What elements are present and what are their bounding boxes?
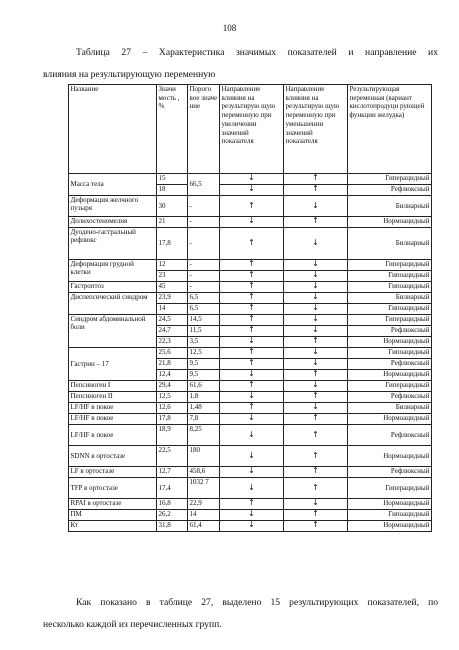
table-row [69,414,432,425]
header-result: Результирующая переменная (вариант кислотопродуци рующей функции желудка) [348,85,432,174]
row-result: Нормоацидный [348,370,432,381]
row-result: Гипоацидный [348,510,432,521]
row-name: LF/HF в покое [69,403,157,414]
arrow-icon: ↑ [284,521,348,532]
row-threshold: 22,9 [188,499,220,510]
arrow-icon: ↓ [284,326,348,337]
arrow-icon: ↓ [284,271,348,282]
arrow-icon: ↑ [220,381,284,392]
row-value: 25,6 [157,348,188,359]
row-name: Кт [69,521,157,532]
row-value: 16,8 [157,499,188,510]
table-caption [43,42,438,86]
row-result: Нормоацидный [348,521,432,532]
arrow-icon: ↓ [220,370,284,381]
arrow-icon: ↓ [284,403,348,414]
row-result: Билиарный [348,228,432,260]
arrow-icon: ↓ [220,185,284,196]
header-dir-increase: Направление влияния на результирую щую переменную при увеличении значений показателя [220,85,284,174]
row-result: Гипоацидный [348,271,432,282]
arrow-icon: ↓ [284,315,348,326]
arrow-icon: ↑ [284,174,348,185]
row-value: 26,2 [157,510,188,521]
row-result: Рефлюксный [348,185,432,196]
arrow-icon: ↓ [220,337,284,348]
row-threshold: - [188,217,220,228]
row-threshold: 9,5 [188,370,220,381]
row-result: Нормоацидный [348,414,432,425]
row-result: Нормоацидный [348,337,432,348]
row-threshold: 180 [188,446,220,467]
row-value: 21,8 [157,359,188,370]
paragraph-line-1: Как показано в таблице 27, выделено 15 результирующих показателей, по [76,597,438,608]
arrow-icon: ↑ [220,304,284,315]
header-name: Название [69,85,157,174]
arrow-icon: ↑ [284,392,348,403]
row-threshold: 6,5 [188,304,220,315]
table-row [69,381,432,392]
arrow-icon: ↑ [220,403,284,414]
row-result: Рефлюксный [348,359,432,370]
row-value: 22,5 [157,446,188,467]
row-value: 12 [157,260,188,271]
row-name: Диспепсический синдром [69,293,157,315]
arrow-icon: ↓ [220,521,284,532]
row-value: 31,8 [157,521,188,532]
row-result: Гиперацидный [348,174,432,185]
paragraph-line-2: несколько каждой из перечисленных групп. [43,619,222,630]
row-threshold: 61,6 [188,381,220,392]
row-threshold: 12,5 [188,348,220,359]
row-value: 30 [157,196,188,217]
row-value: 12,4 [157,370,188,381]
row-name: Масса тела [69,174,157,196]
row-threshold: 14 [188,510,220,521]
arrow-icon: ↑ [284,510,348,521]
arrow-icon: ↑ [284,478,348,499]
arrow-icon: ↑ [284,446,348,467]
row-name: Долихостеномелия [69,217,157,228]
row-value: 23,9 [157,293,188,304]
row-name: LF/HF в покое [69,414,157,425]
row-threshold: 11,5 [188,326,220,337]
row-name: Синдром абдоминальной боли [69,315,157,348]
arrow-icon: ↑ [284,425,348,446]
row-name: TFP в ортостазе [69,478,157,499]
row-result: Нормоацидный [348,499,432,510]
table-row [69,174,432,185]
arrow-icon: ↓ [220,478,284,499]
arrow-icon: ↓ [220,510,284,521]
arrow-icon: ↓ [284,381,348,392]
row-threshold: - [188,228,220,260]
arrow-icon: ↑ [220,499,284,510]
row-threshold: 1032 7 [188,478,220,499]
arrow-icon: ↓ [284,359,348,370]
indicator-table [68,84,432,532]
table-row [69,348,432,359]
row-threshold: 7,8 [188,414,220,425]
arrow-icon: ↓ [220,425,284,446]
row-name: SDNN в ортостазе [69,446,157,467]
table-row [69,293,432,304]
table-row [69,425,432,446]
table-row [69,499,432,510]
arrow-icon: ↑ [220,315,284,326]
row-value: 22,3 [157,337,188,348]
table-row [69,260,432,271]
row-threshold: 1,8 [188,392,220,403]
arrow-icon: ↓ [284,293,348,304]
header-dir-decrease: Направление влияния на результирую щую переменную при уменьшении значений показателя [284,85,348,174]
row-value: 24,7 [157,326,188,337]
row-threshold: - [188,282,220,293]
row-value: 18 [157,185,188,196]
arrow-icon: ↑ [220,282,284,293]
arrow-icon: ↓ [220,392,284,403]
arrow-icon: ↑ [220,326,284,337]
arrow-icon: ↑ [284,185,348,196]
arrow-icon: ↑ [220,228,284,260]
arrow-icon: ↓ [220,446,284,467]
row-name: Деформация желчного пузыря [69,196,157,217]
row-value: 24,5 [157,315,188,326]
arrow-icon: ↑ [284,337,348,348]
row-name: Гастроптоз [69,282,157,293]
arrow-icon: ↓ [220,217,284,228]
table-row [69,403,432,414]
arrow-icon: ↓ [284,228,348,260]
arrow-icon: ↑ [284,217,348,228]
row-result: Гиперацидный [348,381,432,392]
row-result: Билиарный [348,196,432,217]
arrow-icon: ↓ [284,348,348,359]
row-value: 12,6 [157,403,188,414]
row-result: Гипоацидный [348,304,432,315]
row-threshold: - [188,260,220,271]
arrow-icon: ↑ [220,271,284,282]
row-result: Гипоацидный [348,348,432,359]
row-threshold: 8,25 [188,425,220,446]
arrow-icon: ↓ [220,414,284,425]
header-threshold: Порого вое значе ние [188,85,220,174]
row-name: RPAI в ортостазе [69,499,157,510]
arrow-icon: ↓ [284,304,348,315]
arrow-icon: ↑ [220,359,284,370]
row-value: 17,4 [157,478,188,499]
table-row [69,392,432,403]
row-result: Нормоацидный [348,446,432,467]
table-row [69,217,432,228]
table-row [69,478,432,499]
row-result: Билиарный [348,403,432,414]
arrow-icon: ↑ [220,196,284,217]
row-value: 15 [157,174,188,185]
table-row [69,467,432,478]
row-value: 17,8 [157,414,188,425]
row-result: Рефлюксный [348,326,432,337]
row-value: 45 [157,282,188,293]
row-result: Рефлюксный [348,425,432,446]
row-value: 21 [157,217,188,228]
row-name: Дуодено-гастральный рефлюкс [69,228,157,260]
arrow-icon: ↓ [220,174,284,185]
row-threshold: 458,6 [188,467,220,478]
arrow-icon: ↓ [220,467,284,478]
row-result: Гиперацидный [348,315,432,326]
caption-line-2: влияния на результирующую переменную [43,69,216,80]
arrow-icon: ↑ [220,260,284,271]
row-name: ПМ [69,510,157,521]
row-value: 12,5 [157,392,188,403]
table-row [69,446,432,467]
arrow-icon: ↑ [284,467,348,478]
row-threshold: 14,5 [188,315,220,326]
row-value: 23 [157,271,188,282]
arrow-icon: ↑ [284,370,348,381]
row-threshold: 61,4 [188,521,220,532]
row-result: Рефлюксный [348,467,432,478]
row-threshold: 66,5 [188,174,220,196]
row-value: 12,7 [157,467,188,478]
body-paragraph [43,592,438,636]
table-row [69,196,432,217]
row-name: LF в ортостазе [69,467,157,478]
row-name: LF/HF в покое [69,425,157,446]
table-row [69,510,432,521]
arrow-icon: ↓ [284,260,348,271]
arrow-icon: ↓ [284,196,348,217]
row-result: Рефлюксный [348,392,432,403]
table-row [69,282,432,293]
row-threshold: 3,5 [188,337,220,348]
row-threshold: - [188,196,220,217]
row-threshold: - [188,271,220,282]
row-name: Деформация грудной клетки [69,260,157,282]
arrow-icon: ↑ [220,348,284,359]
row-result: Гипоацидный [348,282,432,293]
header-value: Значи мость , % [157,85,188,174]
arrow-icon: ↑ [220,293,284,304]
arrow-icon: ↓ [284,499,348,510]
row-name: Пепсиноген I [69,381,157,392]
row-result: Нормоацидный [348,217,432,228]
page-number: 108 [222,23,237,33]
row-result: Гиперацидный [348,478,432,499]
row-value: 17,8 [157,228,188,260]
table-row [69,521,432,532]
row-name: Гастрин – 17 [69,348,157,381]
row-value: 18,9 [157,425,188,446]
table-row [69,228,432,260]
row-threshold: 6,5 [188,293,220,304]
row-value: 14 [157,304,188,315]
caption-line-1: Таблица 27 – Характеристика значимых показателей и направление их [76,47,438,58]
row-name: Пепсиноген II [69,392,157,403]
row-threshold: 9,5 [188,359,220,370]
arrow-icon: ↓ [284,282,348,293]
header-row [69,85,432,174]
arrow-icon: ↑ [284,414,348,425]
row-result: Билиарный [348,293,432,304]
table-row [69,315,432,326]
row-threshold: 1,48 [188,403,220,414]
row-result: Гиперацидный [348,260,432,271]
row-value: 29,4 [157,381,188,392]
